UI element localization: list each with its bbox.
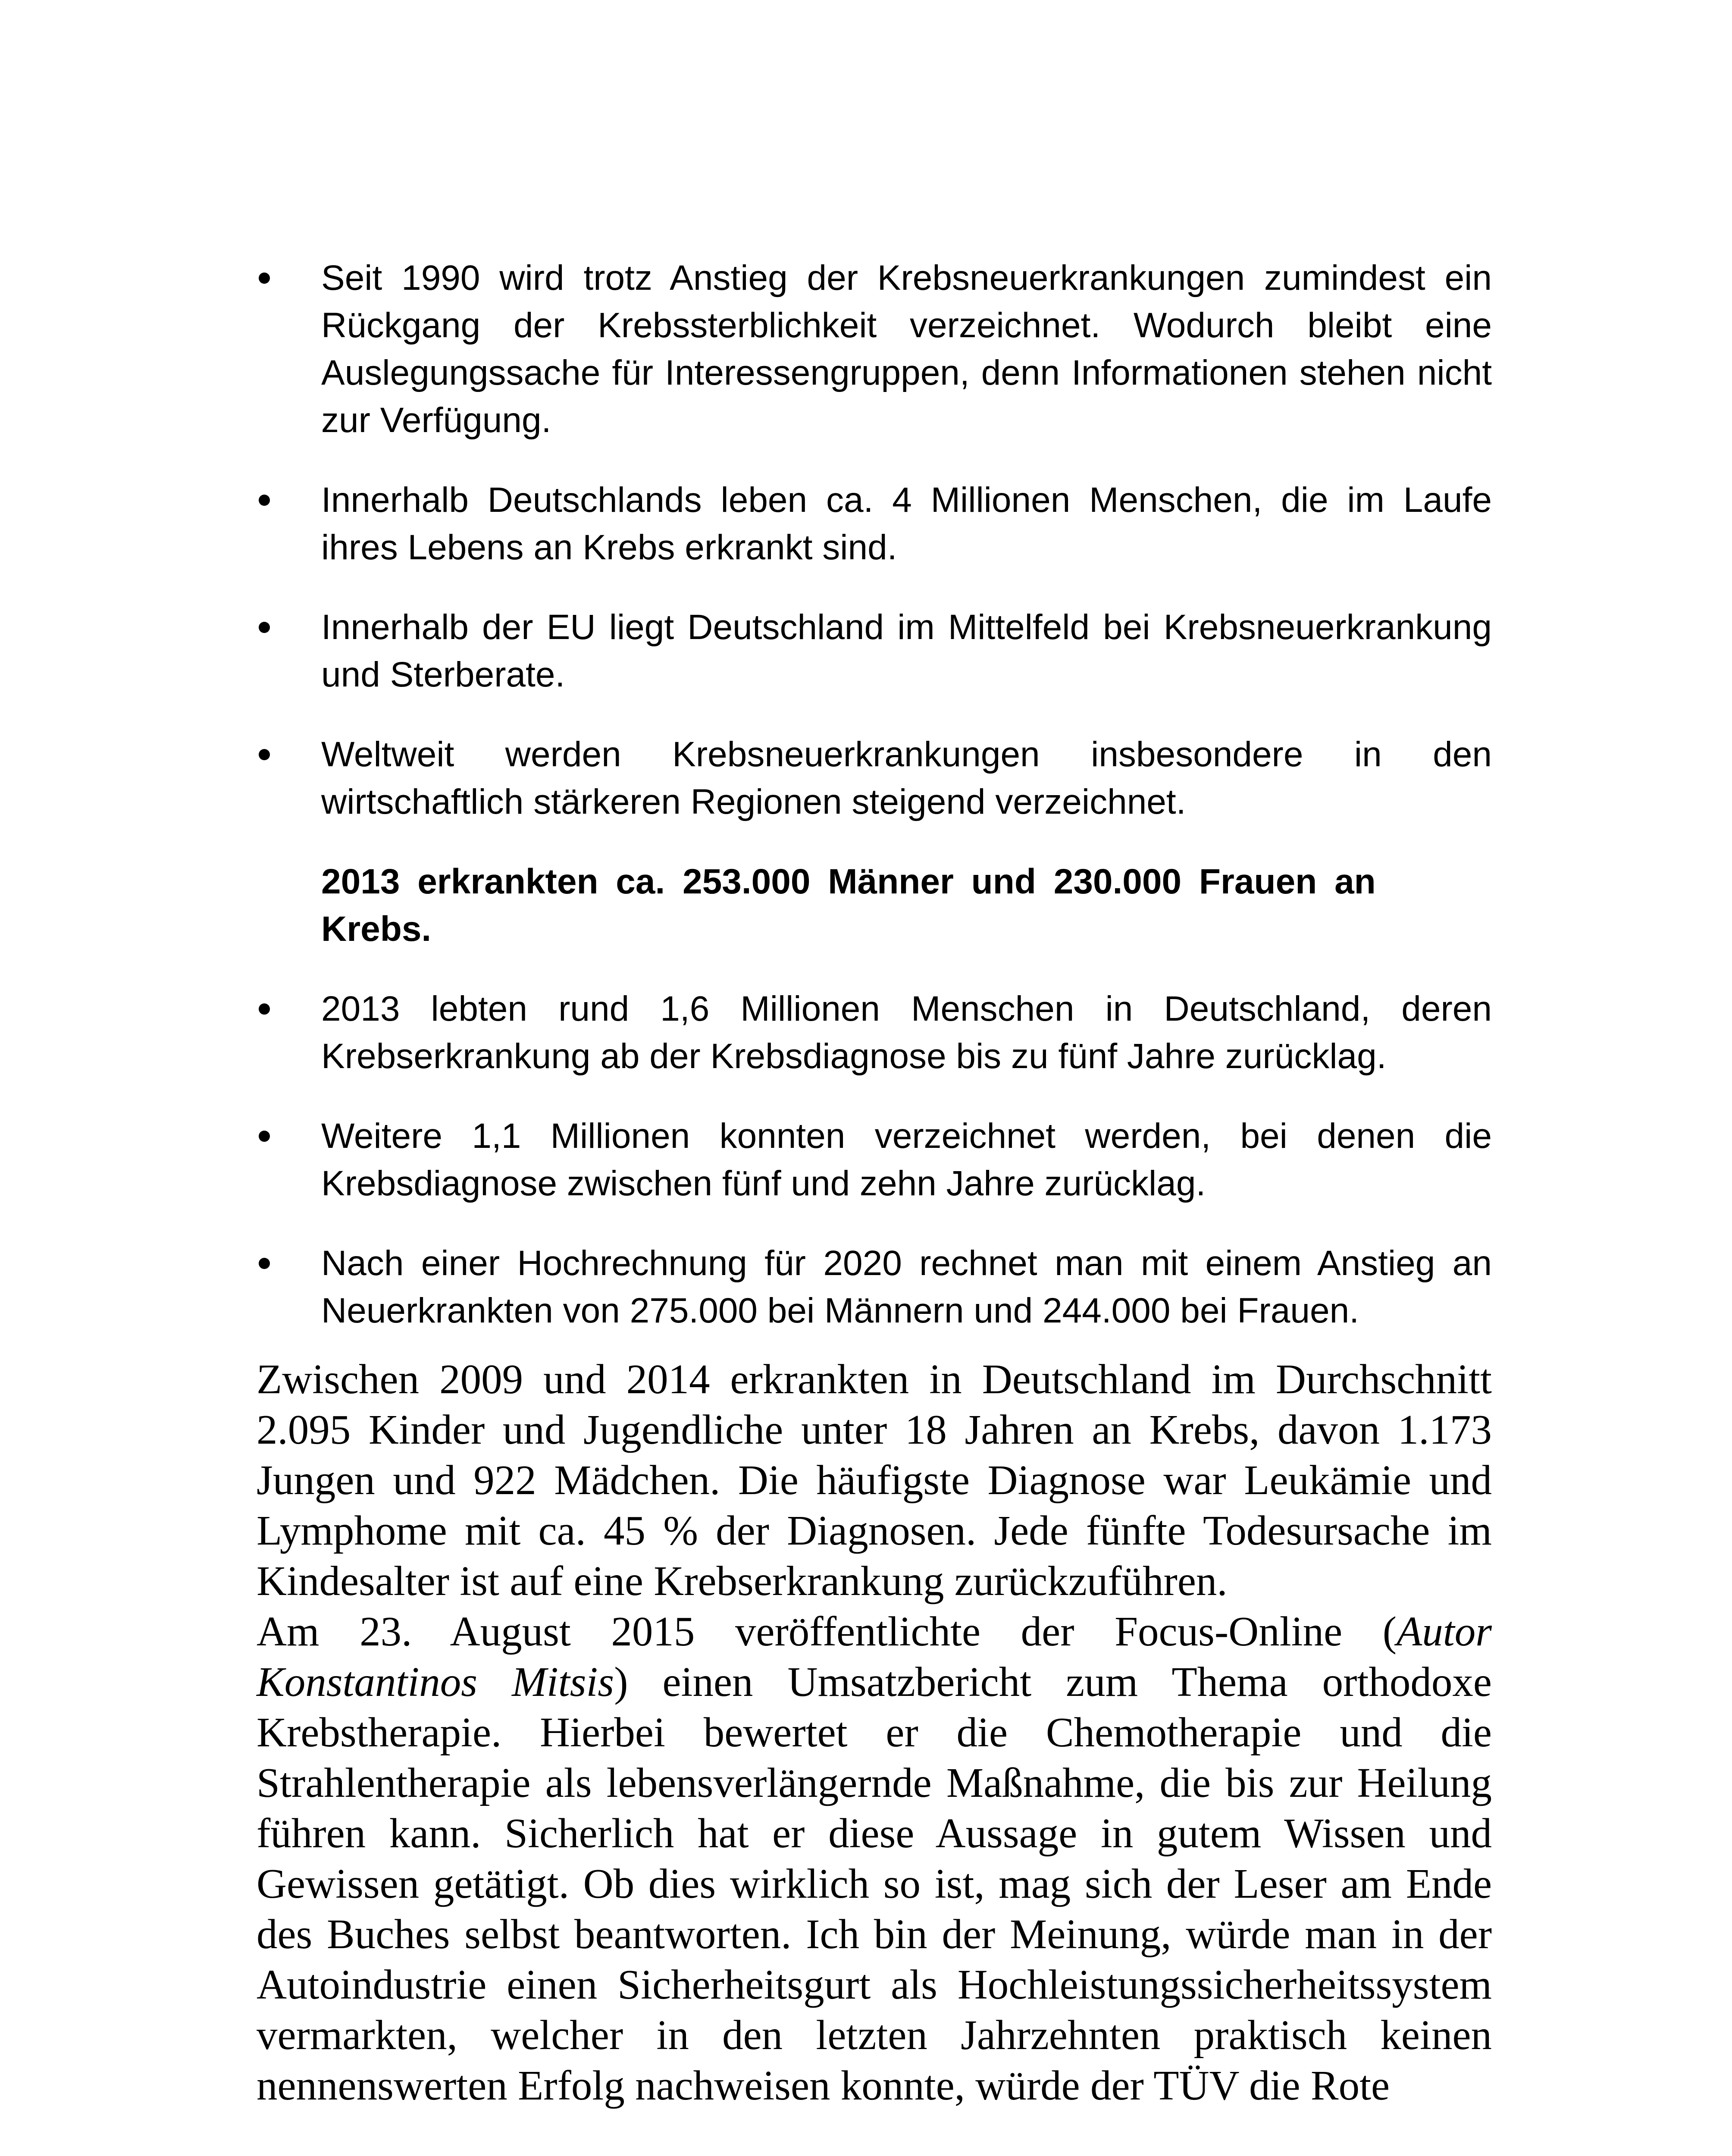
bullet-item: [246, 985, 1492, 1080]
bullet-text: Seit 1990 wird trotz Anstieg der Krebsneuerkrankungen zumindest ein Rückgang der Krebssterblichkeit verzeichnet. Wodurch bleibt eine Auslegungssache für Interessengruppen, denn Informationen stehen nicht zur Verfügung.: [321, 258, 1492, 440]
paragraph-children-statistics: Zwischen 2009 und 2014 erkrankten in Deutschland im Durchschnitt 2.095 Kinder und Jugendliche unter 18 Jahren an Krebs, davon 1.173 Jungen und 922 Mädchen. Die häufigste Diagnose war Leukämie und Lymphome mit ca. 45 % der Diagnosen. Jede fünfte Todesursache im Kindesalter ist auf eine Krebserkrankung zurückzuführen.: [257, 1356, 1492, 1604]
bullet-icon: [259, 495, 270, 506]
author-name: Autor Konstantinos Mitsis: [257, 1608, 1492, 1705]
bullet-item: [246, 254, 1492, 444]
bullet-item: [246, 1112, 1492, 1207]
bullet-icon: [259, 1003, 270, 1015]
bullet-item: [246, 1240, 1492, 1335]
paragraph-text: Am 23. August 2015 veröffentlichte der Focus-Online (: [257, 1608, 1397, 1655]
bullet-item: [246, 476, 1492, 571]
body-text: [257, 1354, 1492, 2111]
bullet-icon: [259, 749, 270, 760]
bullet-icon: [259, 1131, 270, 1142]
bullet-text: Innerhalb der EU liegt Deutschland im Mittelfeld bei Krebsneuerkrankung und Sterberate.: [321, 608, 1492, 694]
bullet-item: [246, 604, 1492, 699]
paragraph-focus-online: [257, 1606, 1492, 2111]
bullet-text: Weitere 1,1 Millionen konnten verzeichnet werden, bei denen die Krebsdiagnose zwischen fünf und zehn Jahre zurücklag.: [321, 1116, 1492, 1203]
bullet-icon: [259, 273, 270, 284]
bullet-text: Innerhalb Deutschlands leben ca. 4 Millionen Menschen, die im Laufe ihres Lebens an Krebs erkrankt sind.: [321, 480, 1492, 567]
bullet-list: [246, 254, 1492, 1367]
bullet-item: [246, 731, 1492, 826]
bullet-text: Weltweit werden Krebsneuerkrankungen insbesondere in den wirtschaftlich stärkeren Regionen steigend verzeichnet.: [321, 735, 1492, 821]
bullet-text: 2013 lebten rund 1,6 Millionen Menschen in Deutschland, deren Krebserkrankung ab der Krebsdiagnose bis zu fünf Jahre zurücklag.: [321, 989, 1492, 1076]
bold-statistic-note: 2013 erkrankten ca. 253.000 Männer und 230.000 Frauen an Krebs.: [321, 862, 1376, 949]
bullet-icon: [259, 622, 270, 633]
paragraph-text: ) einen Umsatzbericht zum Thema orthodoxe Krebstherapie. Hierbei bewertet er die Chemotherapie und die Strahlentherapie als lebensverlängernde Maßnahme, die bis zur Heilung führen kann. Sicherlich hat er diese Aussage in gutem Wissen und Gewissen getätigt. Ob dies wirklich so ist, mag sich der Leser am Ende des Buches selbst beantworten. Ich bin der Meinung, würde man in der Autoindustrie einen Sicherheitsgurt als Hochleistungssicherheitssystem vermarkten, welcher in den letzten Jahrzehnten praktisch keinen nennenswerten Erfolg nachweisen konnte, würde der TÜV die Rote: [257, 1659, 1492, 2109]
bullet-icon: [259, 1258, 270, 1269]
bullet-text: Nach einer Hochrechnung für 2020 rechnet man mit einem Anstieg an Neuerkrankten von 275.000 bei Männern und 244.000 bei Frauen.: [321, 1244, 1492, 1330]
